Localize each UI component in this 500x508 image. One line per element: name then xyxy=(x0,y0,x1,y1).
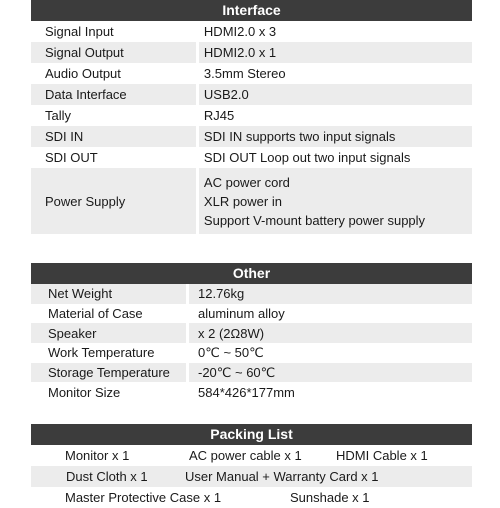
spec-value: aluminum alloy xyxy=(189,304,472,324)
packing-list-header: Packing List xyxy=(31,424,472,445)
packing-item: Monitor x 1 xyxy=(65,448,130,463)
spec-row xyxy=(31,343,472,363)
spec-value: RJ45 xyxy=(199,105,472,126)
spec-value: 0℃ ~ 50℃ xyxy=(189,343,472,363)
spec-value: HDMI2.0 x 1 xyxy=(199,42,472,63)
spec-value: SDI IN supports two input signals xyxy=(199,126,472,147)
spec-value: x 2 (2Ω8W) xyxy=(189,323,472,343)
spec-row xyxy=(31,304,472,324)
spec-key: SDI IN xyxy=(31,126,196,147)
spec-key: Material of Case xyxy=(31,304,186,324)
spec-key: Audio Output xyxy=(31,63,196,84)
packing-list-section xyxy=(31,424,472,508)
spec-value: HDMI2.0 x 3 xyxy=(199,21,472,42)
spec-row-power xyxy=(31,168,472,234)
packing-row xyxy=(31,487,472,508)
spec-row xyxy=(31,84,472,105)
spec-row xyxy=(31,21,472,42)
spec-row xyxy=(31,147,472,168)
spec-row xyxy=(31,126,472,147)
packing-item: Master Protective Case x 1 xyxy=(65,490,222,505)
other-section xyxy=(31,263,472,402)
spec-row xyxy=(31,42,472,63)
spec-value: 584*426*177mm xyxy=(189,382,472,402)
spec-row xyxy=(31,284,472,304)
spec-key: Monitor Size xyxy=(31,382,186,402)
packing-row xyxy=(31,445,472,466)
spec-value: -20℃ ~ 60℃ xyxy=(189,363,472,383)
spec-key: SDI OUT xyxy=(31,147,196,168)
packing-item: HDMI Cable x 1 xyxy=(336,448,428,463)
packing-row xyxy=(31,466,472,487)
spec-key: Data Interface xyxy=(31,84,196,105)
power-line: XLR power in xyxy=(203,193,282,209)
spec-key: Signal Output xyxy=(31,42,196,63)
spec-key: Work Temperature xyxy=(31,343,186,363)
packing-item: Sunshade x 1 xyxy=(290,490,370,505)
other-header: Other xyxy=(31,263,472,284)
spec-row xyxy=(31,63,472,84)
spec-key: Storage Temperature xyxy=(31,363,186,383)
packing-item: Dust Cloth x 1 xyxy=(66,469,148,484)
spec-value: USB2.0 xyxy=(199,84,472,105)
spec-row xyxy=(31,363,472,383)
power-line: Support V-mount battery power supply xyxy=(203,212,426,228)
spec-value: 3.5mm Stereo xyxy=(199,63,472,84)
spec-value: SDI OUT Loop out two input signals xyxy=(199,147,472,168)
spec-value: 12.76kg xyxy=(189,284,472,304)
spec-key: Power Supply xyxy=(31,168,196,234)
spec-key: Net Weight xyxy=(31,284,186,304)
spec-key: Speaker xyxy=(31,323,186,343)
interface-section xyxy=(31,0,472,234)
packing-item: AC power cable x 1 xyxy=(189,448,302,463)
packing-item: User Manual + Warranty Card x 1 xyxy=(185,469,379,484)
spec-key: Signal Input xyxy=(31,21,196,42)
spec-key: Tally xyxy=(31,105,196,126)
spec-row xyxy=(31,323,472,343)
spec-row xyxy=(31,382,472,402)
power-line: AC power cord xyxy=(203,174,290,190)
spec-row xyxy=(31,105,472,126)
spec-value-list xyxy=(199,168,472,234)
interface-header: Interface xyxy=(31,0,472,21)
